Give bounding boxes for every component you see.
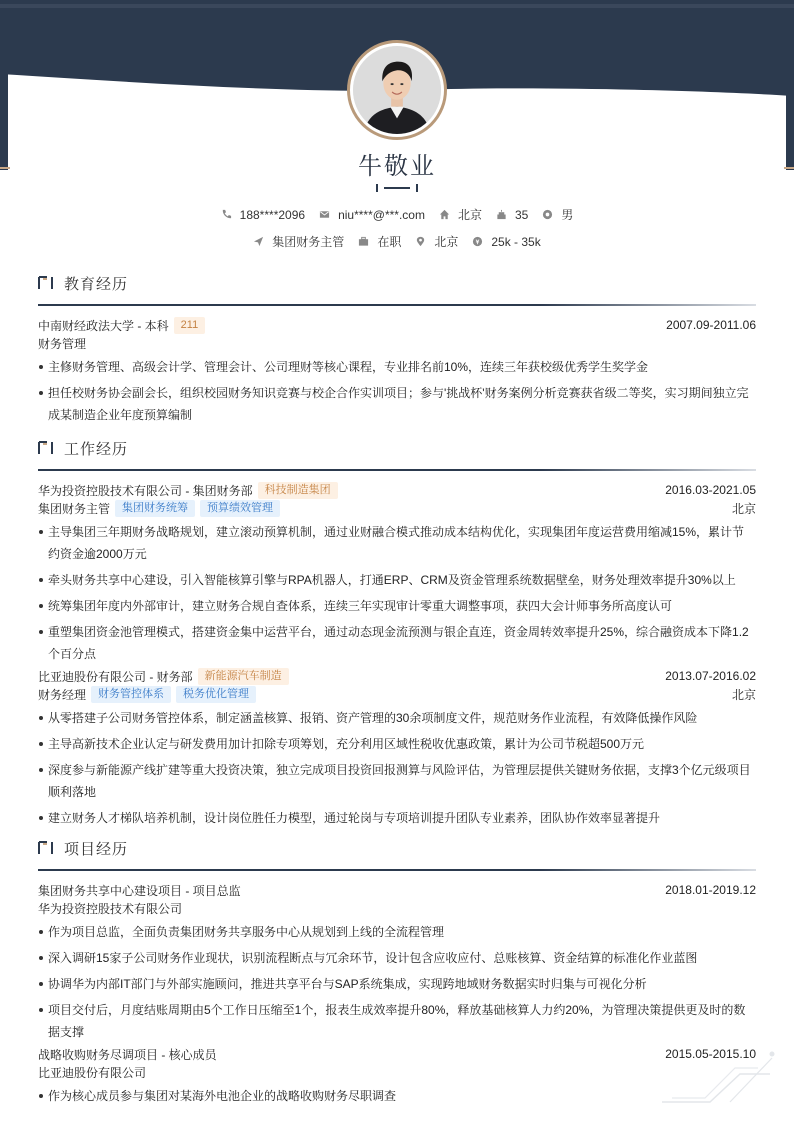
section-mark-icon	[38, 441, 56, 455]
project-org: 比亚迪股份有限公司	[38, 1065, 147, 1080]
contact-info-row	[0, 206, 794, 223]
list-item: 建立财务人才梯队培养机制，设计岗位胜任力模型，通过轮岗与专项培训提升团队专业素养，团队协作效率显著提升	[38, 807, 756, 829]
list-item: 主导集团三年期财务战略规划，建立滚动预算机制，通过业财融合模式推动成本结构优化，实现集团年度运营费用缩减15%，累计节约资金逾2000万元	[38, 521, 756, 565]
target-city-item	[415, 233, 458, 250]
position-name: 集团财务主管	[38, 501, 111, 516]
industry-tag: 新能源汽车制造	[198, 668, 289, 685]
project-name: 战略收购财务尽调项目 - 核心成员	[38, 1047, 217, 1062]
section-mark-icon	[38, 276, 56, 290]
salary-icon	[472, 236, 483, 247]
list-item: 担任校财务协会副会长，组织校园财务知识竞赛与校企合作实训项目；参与'挑战杯'财务案例分析竞赛获省级二等奖，实习期间独立完成某制造企业年度预算编制	[38, 382, 756, 426]
school-name: 中南财经政法大学 - 本科	[38, 318, 169, 333]
company-name: 华为投资控股技术有限公司 - 集团财务部	[38, 483, 253, 498]
skill-tag: 集团财务统筹	[115, 500, 195, 517]
skill-tag: 税务优化管理	[176, 686, 256, 703]
salary-text: 25k - 35k	[491, 234, 541, 249]
target-position-item	[253, 233, 344, 250]
list-item: 作为项目总监，全面负责集团财务共享服务中心从规划到上线的全流程管理	[38, 921, 756, 943]
hometown-text: 北京	[457, 208, 482, 222]
work-city: 北京	[731, 501, 756, 516]
phone-item	[221, 208, 305, 222]
mail-icon	[319, 209, 330, 220]
project-date: 2015.05-2015.10	[665, 1047, 756, 1061]
education-date: 2007.09-2011.06	[666, 318, 756, 332]
job-status-text: 在职	[377, 235, 402, 249]
phone-icon	[221, 209, 232, 220]
project-org: 华为投资控股技术有限公司	[38, 901, 183, 916]
phone-text: 188****2096	[239, 207, 306, 222]
list-item: 从零搭建子公司财务管控体系，制定涵盖核算、报销、资产管理的30余项制度文件，规范财务作业流程，有效降低操作风险	[38, 707, 756, 729]
project-name: 集团财务共享中心建设项目 - 项目总监	[38, 883, 241, 898]
list-item: 深度参与新能源产线扩建等重大投资决策，独立完成项目投资回报测算与风险评估，为管理层提供关键财务依据，支撑3个亿元级项目顺利落地	[38, 759, 756, 803]
work-title: 工作经历	[64, 439, 129, 458]
work-bullets	[38, 707, 756, 829]
projects-section	[38, 837, 756, 1107]
email-item	[319, 208, 425, 222]
industry-tag: 科技制造集团	[258, 482, 338, 499]
target-city-text: 北京	[434, 235, 459, 249]
target-position-text: 集团财务主管	[272, 235, 345, 249]
gender-text: 男	[561, 208, 574, 222]
project-date: 2018.01-2019.12	[665, 883, 756, 897]
work-entry	[38, 481, 756, 665]
salary-item	[472, 235, 540, 249]
briefcase-icon	[358, 236, 369, 247]
age-item	[496, 208, 528, 222]
project-entry	[38, 1045, 756, 1107]
list-item: 主修财务管理、高级会计学、管理会计、公司理财等核心课程，专业排名前10%，连续三年获校级优秀学生奖学金	[38, 356, 756, 378]
work-date: 2016.03-2021.05	[665, 483, 756, 497]
work-bullets	[38, 521, 756, 665]
section-divider	[38, 469, 756, 471]
job-status-item	[358, 233, 401, 250]
job-intent-row	[0, 233, 794, 250]
section-mark-icon	[38, 841, 56, 855]
project-bullets	[38, 921, 756, 1043]
home-icon	[439, 209, 450, 220]
skill-tag: 预算绩效管理	[200, 500, 280, 517]
list-item: 重塑集团资金池管理模式，搭建资金集中运营平台，通过动态现金流预测与银企直连，资金周转效率提升25%，综合融资成本下降1.2个百分点	[38, 621, 756, 665]
position-name: 财务经理	[38, 687, 87, 702]
education-entry	[38, 316, 756, 426]
education-bullets	[38, 356, 756, 426]
company-name: 比亚迪股份有限公司 - 财务部	[38, 669, 193, 684]
list-item: 牵头财务共享中心建设，引入智能核算引擎与RPA机器人，打通ERP、CRM及资金管理系统数据壁垒，财务处理效率提升30%以上	[38, 569, 756, 591]
age-text: 35	[514, 207, 529, 222]
section-divider	[38, 869, 756, 871]
email-text: niu****@***.com	[338, 207, 425, 222]
list-item: 统筹集团年度内外部审计，建立财务合规自查体系，连续三年实现审计零重大调整事项，获四大会计师事务所高度认可	[38, 595, 756, 617]
project-bullets	[38, 1085, 756, 1107]
skill-tag: 财务管控体系	[91, 686, 171, 703]
location-icon	[415, 236, 426, 247]
gender-item	[542, 206, 573, 223]
list-item: 主导高新技术企业认定与研发费用加计扣除专项筹划，充分利用区域性税收优惠政策，累计为公司节税超500万元	[38, 733, 756, 755]
list-item: 协调华为内部IT部门与外部实施顾问，推进共享平台与SAP系统集成，实现跨地域财务数据实时归集与可视化分析	[38, 973, 756, 995]
list-item: 项目交付后，月度结账周期由5个工作日压缩至1个，报表生成效率提升80%，释放基础核算人力约20%，为管理决策提供更及时的数据支撑	[38, 999, 756, 1043]
candidate-name: 牛敬业	[358, 152, 436, 180]
school-tag: 211	[174, 317, 206, 334]
work-date: 2013.07-2016.02	[665, 669, 756, 683]
name-divider	[376, 183, 418, 193]
cake-icon	[496, 209, 507, 220]
work-section	[38, 437, 756, 829]
hometown-item	[439, 206, 482, 223]
avatar-photo	[353, 46, 441, 134]
corner-decoration	[660, 1048, 778, 1106]
gender-icon	[542, 209, 553, 220]
education-section	[38, 272, 756, 426]
list-item: 深入调研15家子公司财务作业现状，识别流程断点与冗余环节，设计包含应收应付、总账核算、资金结算的标准化作业蓝图	[38, 947, 756, 969]
education-title: 教育经历	[64, 274, 129, 293]
send-icon	[253, 236, 264, 247]
major-name: 财务管理	[38, 336, 87, 351]
project-entry	[38, 881, 756, 1043]
work-city: 北京	[731, 687, 756, 702]
avatar	[347, 40, 447, 140]
list-item: 作为核心成员参与集团对某海外电池企业的战略收购财务尽职调查	[38, 1085, 756, 1107]
work-entry	[38, 667, 756, 829]
projects-title: 项目经历	[64, 839, 129, 858]
section-divider	[38, 304, 756, 306]
